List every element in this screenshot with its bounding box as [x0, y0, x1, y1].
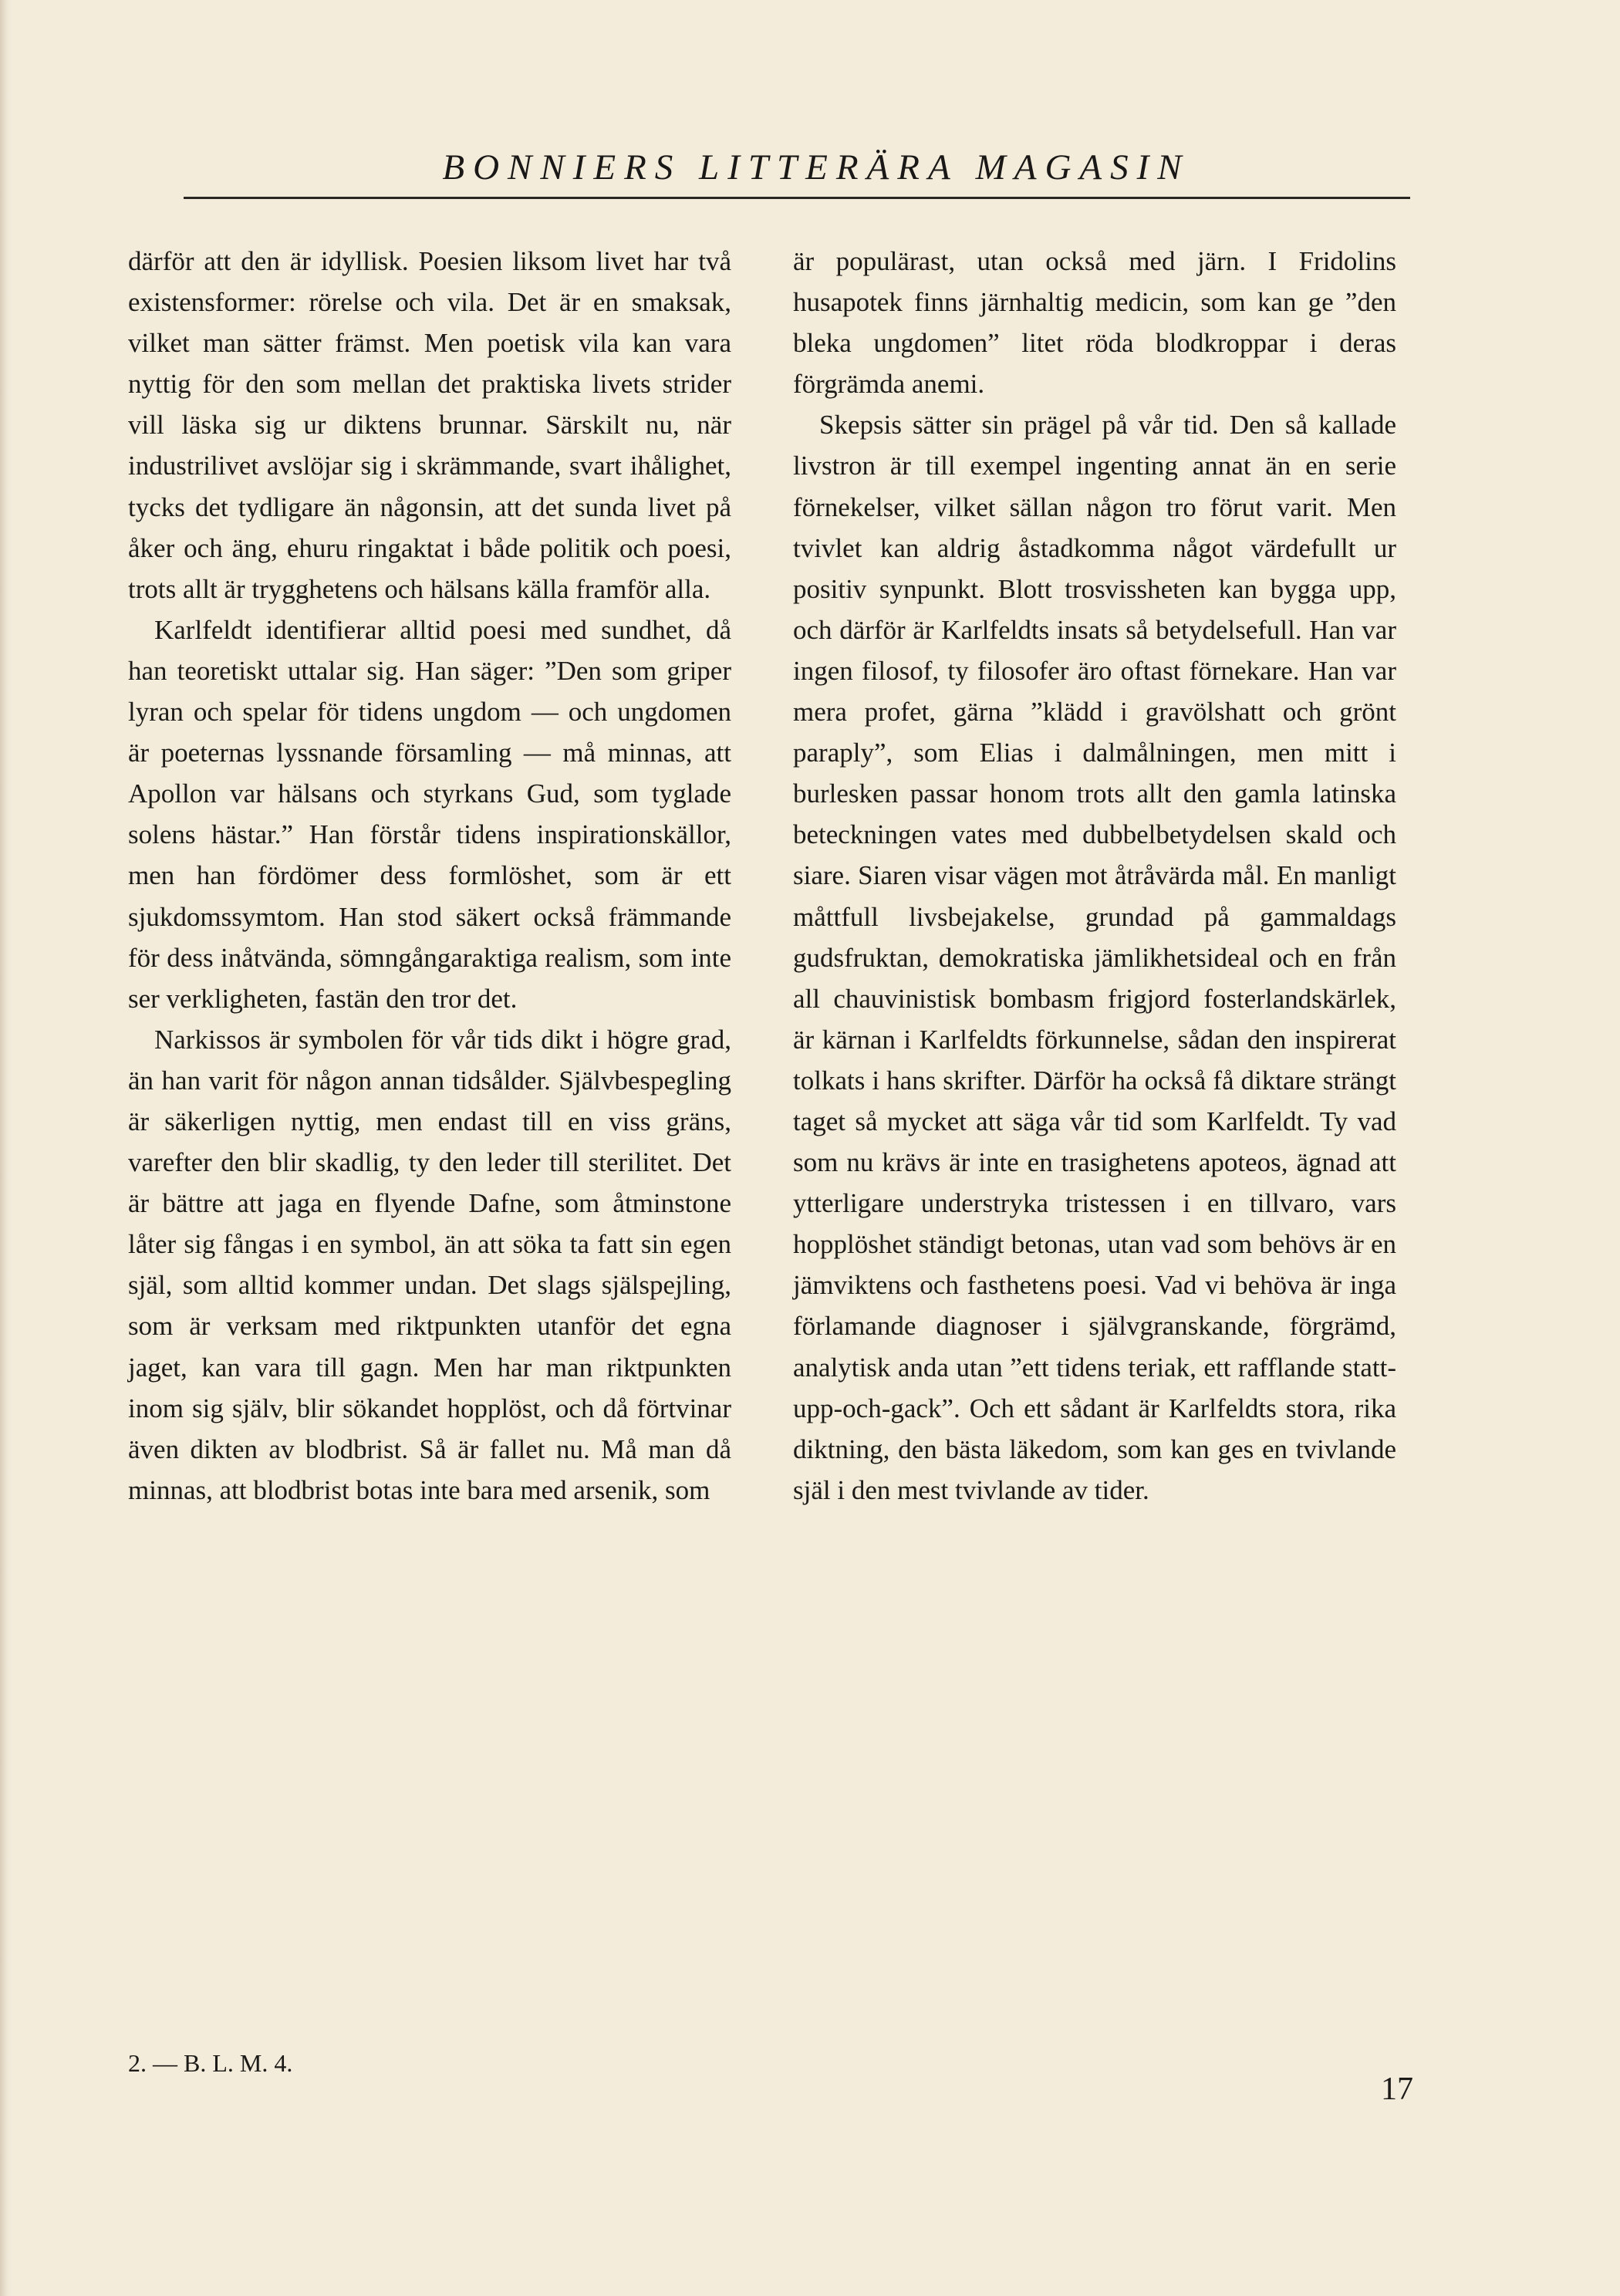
- right-text-column: [793, 241, 1396, 1511]
- right-paragraph-2: Skepsis sätter sin prägel på vår tid. Den så kallade livstron är till exempel ingenting annat än en serie förnekelser, vilket sällan någon tro förut varit. Men tvivlet kan aldrig åstadkomma något värdefullt ur positiv synpunkt. Blott trosvissheten kan bygga upp, och därför är Karlfeldts insats så betydelsefull. Han var ingen filosof, ty filosofer äro oftast förnekare. Han var mera profet, gärna ”klädd i gravölshatt och grönt paraply”, som Elias i dalmålningen, men mitt i burlesken passar honom trots allt den gamla latinska beteckningen vates med dubbelbetydelsen skald och siare. Siaren visar vägen mot åtråvärda mål. En manligt måttfull livsbejakelse, grundad på gammaldags gudsfruktan, demokratiska jämlikhetsideal och en från all chauvinistisk bombasm frigjord fosterlandskärlek, är kärnan i Karlfeldts förkunnelse, sådan den inspirerat tolkats i hans skrifter. Därför ha också få diktare strängt taget så mycket att säga vår tid som Karlfeldt. Ty vad som nu krävs är inte en trasighetens apoteos, ägnad att ytterligare understryka tristessen i en tillvaro, vars hopplöshet ständigt betonas, utan vad som behövs är en jämviktens och fasthetens poesi. Vad vi behöva är inga förlamande diagnoser i självgranskande, förgrämd, analytisk anda utan ”ett tidens teriak, ett rafflande statt-upp-och-gack”. Och ett sådant är Karlfeldts stora, rika diktning, den bästa läkedom, som kan ges en tvivlande själ i den mest tvivlande av tider.: [793, 410, 1396, 1505]
- left-paragraph-3: Narkissos är symbolen för vår tids dikt i högre grad, än han varit för någon annan tidsålder. Självbespegling är säkerligen nyttig, men endast till en viss gräns, varefter den blir skadlig, ty den leder till sterilitet. Det är bättre att jaga en flyende Dafne, som åtminstone låter sig fångas i en symbol, än att söka ta fatt sin egen själ, som alltid kommer undan. Det slags själspejling, som är verksam med riktpunkten utanför det egna jaget, kan vara till gagn. Men har man riktpunkten inom sig själv, blir sökandet hopplöst, och då förtvinar även dikten av blodbrist. Så är fallet nu. Må man då minnas, att blodbrist botas inte bara med arsenik, som: [128, 1024, 731, 1505]
- left-paragraph-2: Karlfeldt identifierar alltid poesi med sundhet, då han teoretiskt uttalar sig. Han säger: ”Den som griper lyran och spelar för tidens ungdom — och ungdomen är poeternas lyssnande församling — må minnas, att Apollon var hälsans och styrkans Gud, som tyglade solens hästar.” Han förstår tidens inspirationskällor, men han fördömer dess formlöshet, som är ett sjukdomssymtom. Han stod säkert också främmande för dess inåtvända, sömngångaraktiga realism, som inte ser verkligheten, fastän den tror det.: [128, 614, 731, 1014]
- page-number: 17: [1381, 2071, 1413, 2107]
- footer-signature: 2. — B. L. M. 4.: [128, 2049, 293, 2077]
- header-rule: [184, 197, 1410, 199]
- left-text-column: [128, 241, 731, 1511]
- right-paragraph-1: är populärast, utan också med järn. I Fridolins husapotek finns järnhaltig medicin, som kan ge ”den bleka ungdomen” litet röda blodkroppar i deras förgrämda anemi.: [793, 246, 1396, 400]
- scan-edge: [0, 0, 12, 2296]
- left-paragraph-1: därför att den är idyllisk. Poesien liksom livet har två existensformer: rörelse och vila. Det är en smaksak, vilket man sätter främst. Men poetisk vila kan vara nyttig för den som mellan det praktiska livets strider vill läska sig ur diktens brunnar. Särskilt nu, när industrilivet avslöjar sig i skrämmande, svart ihålighet, tycks det tydligare än någonsin, att det sunda livet på åker och äng, ehuru ringaktat i både politik och poesi, trots allt är trygghetens och hälsans källa framför alla.: [128, 246, 731, 604]
- running-head-title: BONNIERS LITTERÄRA MAGASIN: [442, 147, 1190, 187]
- magazine-page: [12, 0, 1620, 2296]
